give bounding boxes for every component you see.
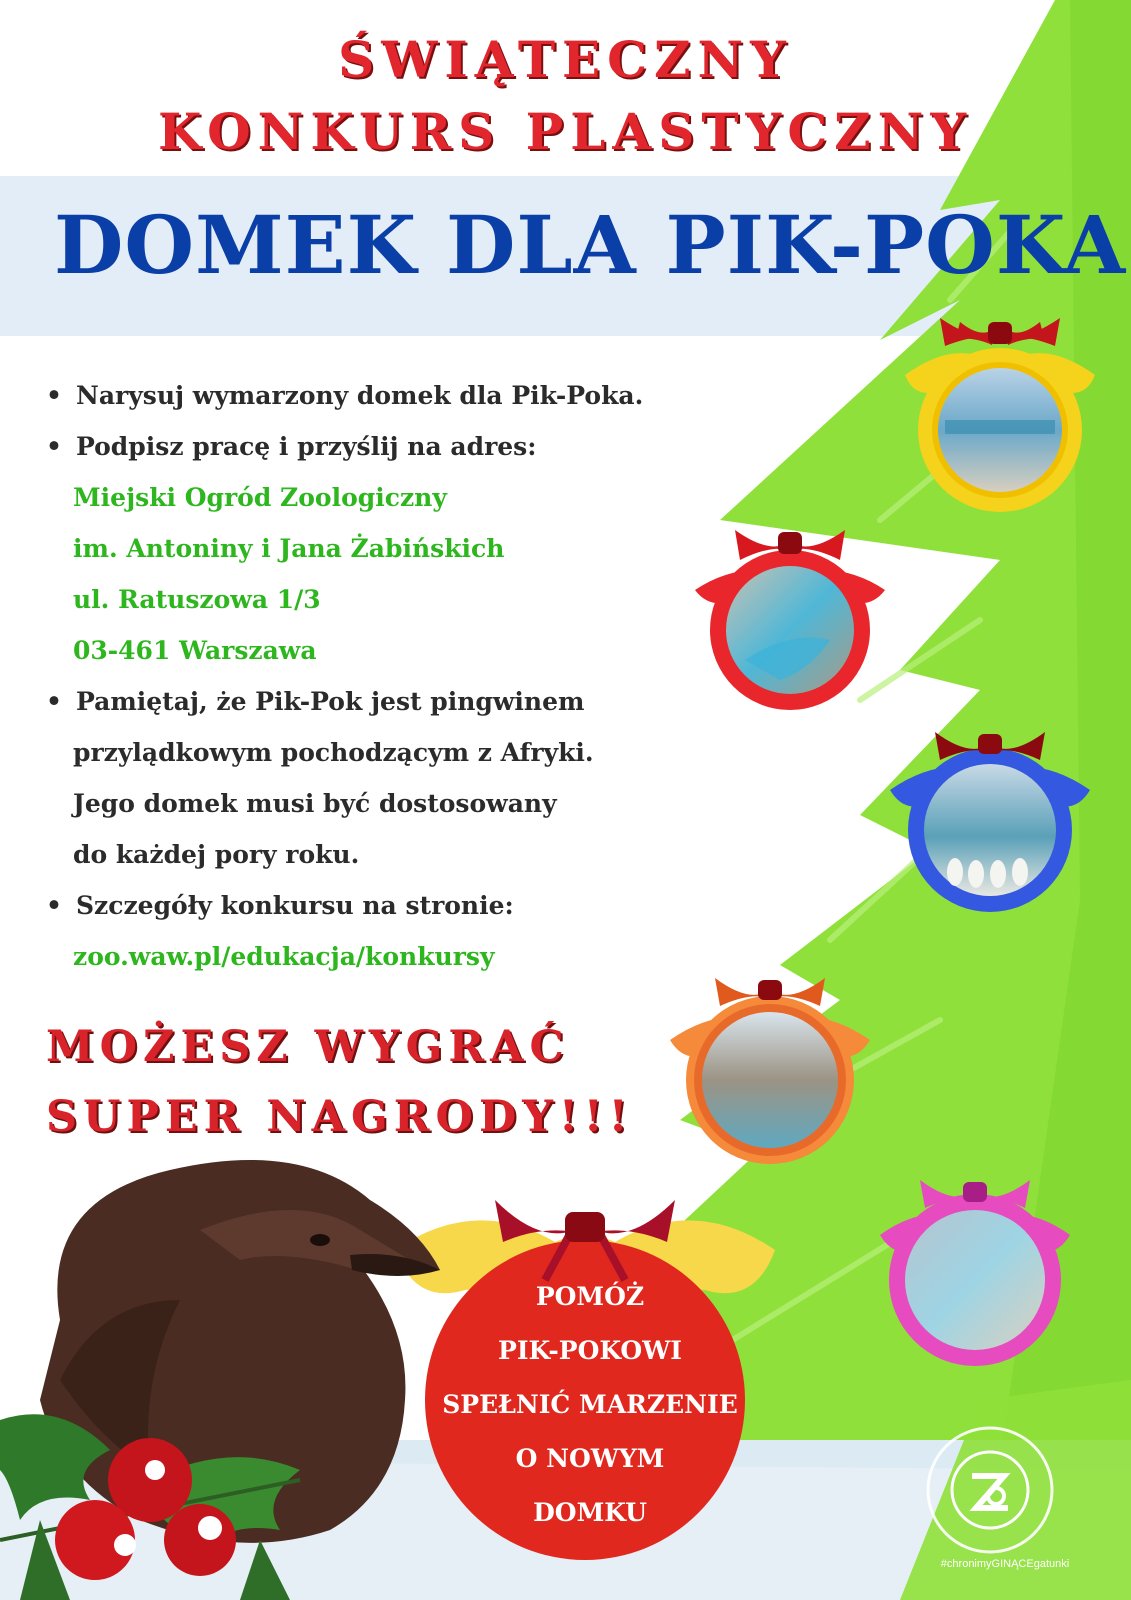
ornament-line: O NOWYM <box>515 1444 665 1473</box>
bullet-dot: • <box>46 687 62 716</box>
ornament-line: DOMKU <box>533 1498 647 1527</box>
website-link[interactable]: zoo.waw.pl/edukacja/konkursy <box>73 942 495 971</box>
address-line <box>46 625 646 676</box>
prize-line-2: SUPER NAGRODY!!! <box>46 1092 634 1142</box>
hashtag: #chronimyGINĄCEgatunki <box>940 1558 1070 1570</box>
bullet-text: Podpisz pracę i przyślij na adres: <box>76 432 537 461</box>
bullet-item <box>46 370 646 421</box>
bullet-continuation <box>46 829 646 880</box>
website-line <box>46 931 646 982</box>
bullet-text: do każdej pory roku. <box>73 840 360 869</box>
address-text: ul. Ratuszowa 1/3 <box>73 585 321 614</box>
address-line <box>46 574 646 625</box>
address-text: Miejski Ogród Zoologiczny <box>73 483 447 512</box>
ornament-line: POMÓŻ <box>535 1282 645 1311</box>
prize-line-1: MOŻESZ WYGRAĆ <box>46 1022 570 1072</box>
big-ornament-text <box>420 1270 760 1540</box>
address-text: 03-461 Warszawa <box>73 636 317 665</box>
title-line-1: ŚWIĄTECZNY <box>338 30 793 89</box>
bullet-text: Jego domek musi być dostosowany <box>73 789 557 818</box>
bullet-dot: • <box>46 381 62 410</box>
title-line-2: KONKURS PLASTYCZNY <box>157 102 974 161</box>
bullet-dot: • <box>46 891 62 920</box>
ornament-red <box>695 530 885 710</box>
instructions <box>46 370 646 982</box>
bullet-item <box>46 421 646 472</box>
bullet-text: Narysuj wymarzony domek dla Pik-Poka. <box>76 381 644 410</box>
bullet-dot: • <box>46 432 62 461</box>
address-line <box>46 472 646 523</box>
bullet-item <box>46 676 646 727</box>
bullet-text: przylądkowym pochodzącym z Afryki. <box>73 738 594 767</box>
ornament-line: SPEŁNIĆ MARZENIE <box>442 1390 738 1419</box>
bullet-text: Szczegóły konkursu na stronie: <box>76 891 514 920</box>
ornament-line: PIK-POKOWI <box>498 1336 682 1365</box>
bullet-text: Pamiętaj, że Pik-Pok jest pingwinem <box>76 687 585 716</box>
main-headline: DOMEK DLA PIK-POKA <box>54 198 1127 292</box>
address-line <box>46 523 646 574</box>
bullet-continuation <box>46 778 646 829</box>
address-text: im. Antoniny i Jana Żabińskich <box>73 534 505 563</box>
bullet-continuation <box>46 727 646 778</box>
bullet-item <box>46 880 646 931</box>
